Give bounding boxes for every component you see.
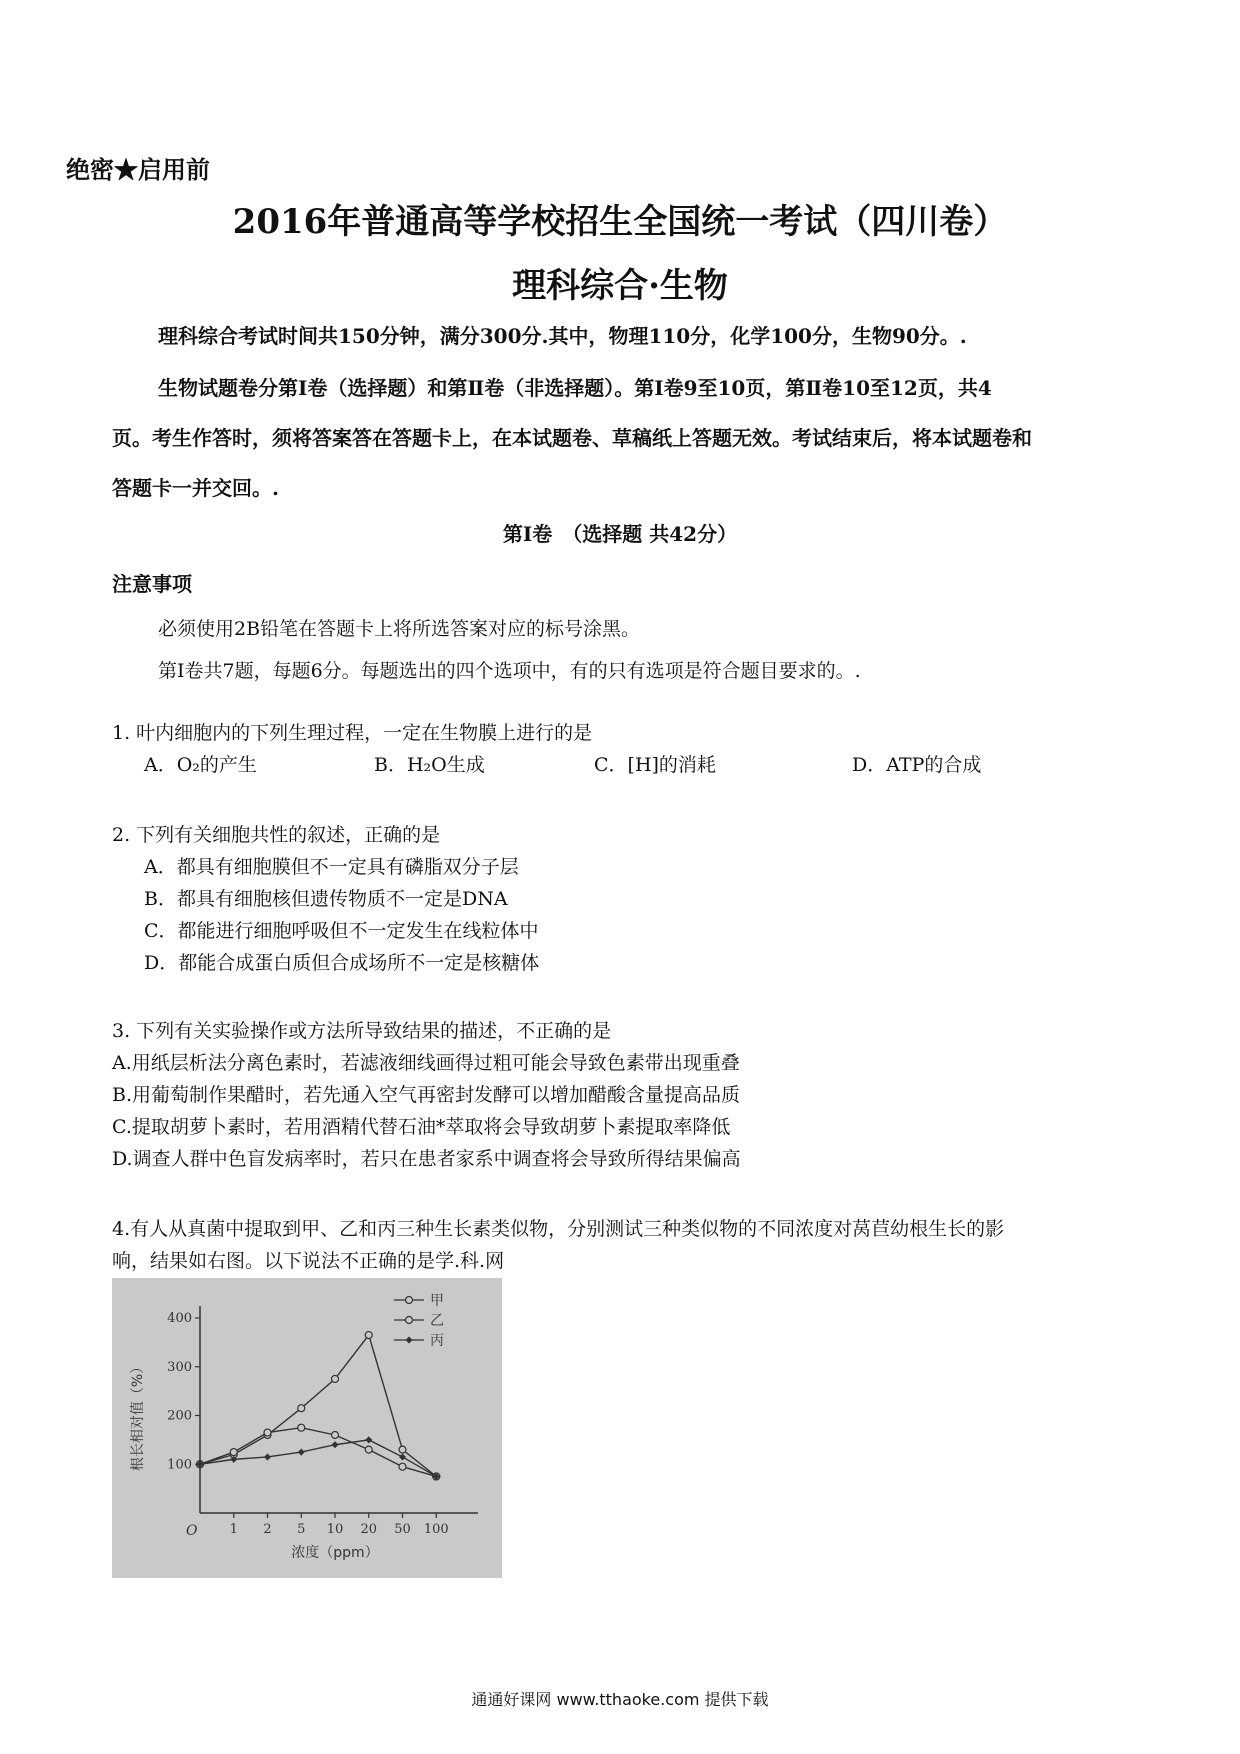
question-1-option-d: D．ATP的合成 [852, 754, 982, 776]
question-4-stem-line-2: 响，结果如右图。以下说法不正确的是学.科.网 [112, 1250, 505, 1272]
y-axis-label: 根长相对值（%） [130, 1359, 146, 1472]
origin-label: O [186, 1523, 198, 1539]
legend-label: 丙 [430, 1333, 444, 1349]
chart-svg [112, 1278, 502, 1578]
notice-line-2: 第Ⅰ卷共7题，每题6分。每题选出的四个选项中，有的只有选项是符合题目要求的。. [158, 660, 861, 682]
data-point [365, 1436, 372, 1443]
notice-heading: 注意事项 [112, 572, 192, 596]
intro-line-1: 理科综合考试时间共150分钟，满分300分.其中，物理110分，化学100分，生物90分。. [158, 324, 967, 348]
legend-marker [406, 1317, 413, 1324]
question-1-stem: 1. 叶内细胞内的下列生理过程，一定在生物膜上进行的是 [112, 722, 593, 744]
question-3-option-d: D.调查人群中色盲发病率时，若只在患者家系中调查将会导致所得结果偏高 [112, 1148, 741, 1170]
intro-line-4: 答题卡一并交回。. [112, 476, 279, 500]
x-tick-label: 50 [394, 1522, 411, 1537]
legend-marker [406, 1297, 413, 1304]
data-point [365, 1332, 372, 1339]
question-3-option-a: A.用纸层析法分离色素时，若滤液细线画得过粗可能会导致色素带出现重叠 [112, 1052, 740, 1074]
question-2-option-c: C．都能进行细胞呼吸但不一定发生在线粒体中 [144, 920, 539, 942]
data-point [298, 1405, 305, 1412]
question-1-option-c: C．[H]的消耗 [594, 754, 716, 776]
x-tick-label: 1 [229, 1522, 238, 1537]
question-2-option-d: D．都能合成蛋白质但合成场所不一定是核糖体 [144, 952, 540, 974]
x-axis-label: 浓度（ppm） [291, 1545, 379, 1561]
notice-line-1: 必须使用2B铅笔在答题卡上将所选答案对应的标号涂黑。 [158, 618, 641, 640]
root-growth-chart [112, 1278, 502, 1578]
data-point [264, 1453, 271, 1460]
data-point [264, 1429, 271, 1436]
section-title: 第Ⅰ卷 （选择题 共42分） [502, 522, 738, 546]
question-3-stem: 3. 下列有关实验操作或方法所导致结果的描述，不正确的是 [112, 1020, 612, 1042]
question-2-option-a: A．都具有细胞膜但不一定具有磷脂双分子层 [144, 856, 519, 878]
data-point [230, 1449, 237, 1456]
data-point [332, 1432, 339, 1439]
data-point [365, 1446, 372, 1453]
y-tick-label: 100 [167, 1457, 192, 1473]
footer-credit: 通通好课网 www.tthaoke.com 提供下载 [471, 1690, 769, 1709]
exam-subtitle: 理科综合·生物 [512, 266, 728, 306]
data-point [332, 1441, 339, 1448]
y-tick-label: 400 [167, 1311, 192, 1326]
legend-label: 乙 [430, 1313, 444, 1329]
intro-line-2: 生物试题卷分第Ⅰ卷（选择题）和第Ⅱ卷（非选择题）。第Ⅰ卷9至10页，第Ⅱ卷10至12页，共4 [158, 376, 992, 400]
data-point [399, 1463, 406, 1470]
x-tick-label: 5 [297, 1522, 306, 1537]
y-tick-label: 200 [167, 1408, 192, 1424]
legend-label: 甲 [430, 1293, 444, 1309]
question-4-stem-line-1: 4.有人从真菌中提取到甲、乙和丙三种生长素类似物，分别测试三种类似物的不同浓度对莴苣幼根生长的影 [112, 1218, 1005, 1240]
exam-title: 2016年普通高等学校招生全国统一考试（四川卷） [232, 202, 1008, 242]
y-tick-label: 300 [167, 1359, 192, 1375]
x-tick-label: 100 [423, 1522, 449, 1537]
question-2-stem: 2. 下列有关细胞共性的叙述，正确的是 [112, 824, 441, 846]
x-tick-label: 10 [326, 1522, 344, 1537]
x-tick-label: 2 [263, 1522, 272, 1537]
question-3-option-b: B.用葡萄制作果醋时，若先通入空气再密封发酵可以增加醋酸含量提高品质 [112, 1084, 741, 1106]
data-point [399, 1453, 406, 1460]
question-2-option-b: B．都具有细胞核但遗传物质不一定是DNA [144, 888, 508, 910]
question-1-option-a: A．O₂的产生 [144, 754, 257, 776]
data-point [332, 1375, 339, 1382]
intro-line-3: 页。考生作答时，须将答案答在答题卡上，在本试题卷、草稿纸上答题无效。考试结束后，将本试题卷和 [112, 426, 1032, 450]
data-point [298, 1449, 305, 1456]
legend-marker [406, 1337, 413, 1344]
confidential-label: 绝密★启用前 [66, 155, 210, 184]
question-3-option-c: C.提取胡萝卜素时，若用酒精代替石油*萃取将会导致胡萝卜素提取率降低 [112, 1116, 731, 1138]
question-1-option-b: B．H₂O生成 [374, 754, 485, 776]
data-point [399, 1446, 406, 1453]
data-point [298, 1424, 305, 1431]
x-tick-label: 20 [360, 1522, 378, 1537]
